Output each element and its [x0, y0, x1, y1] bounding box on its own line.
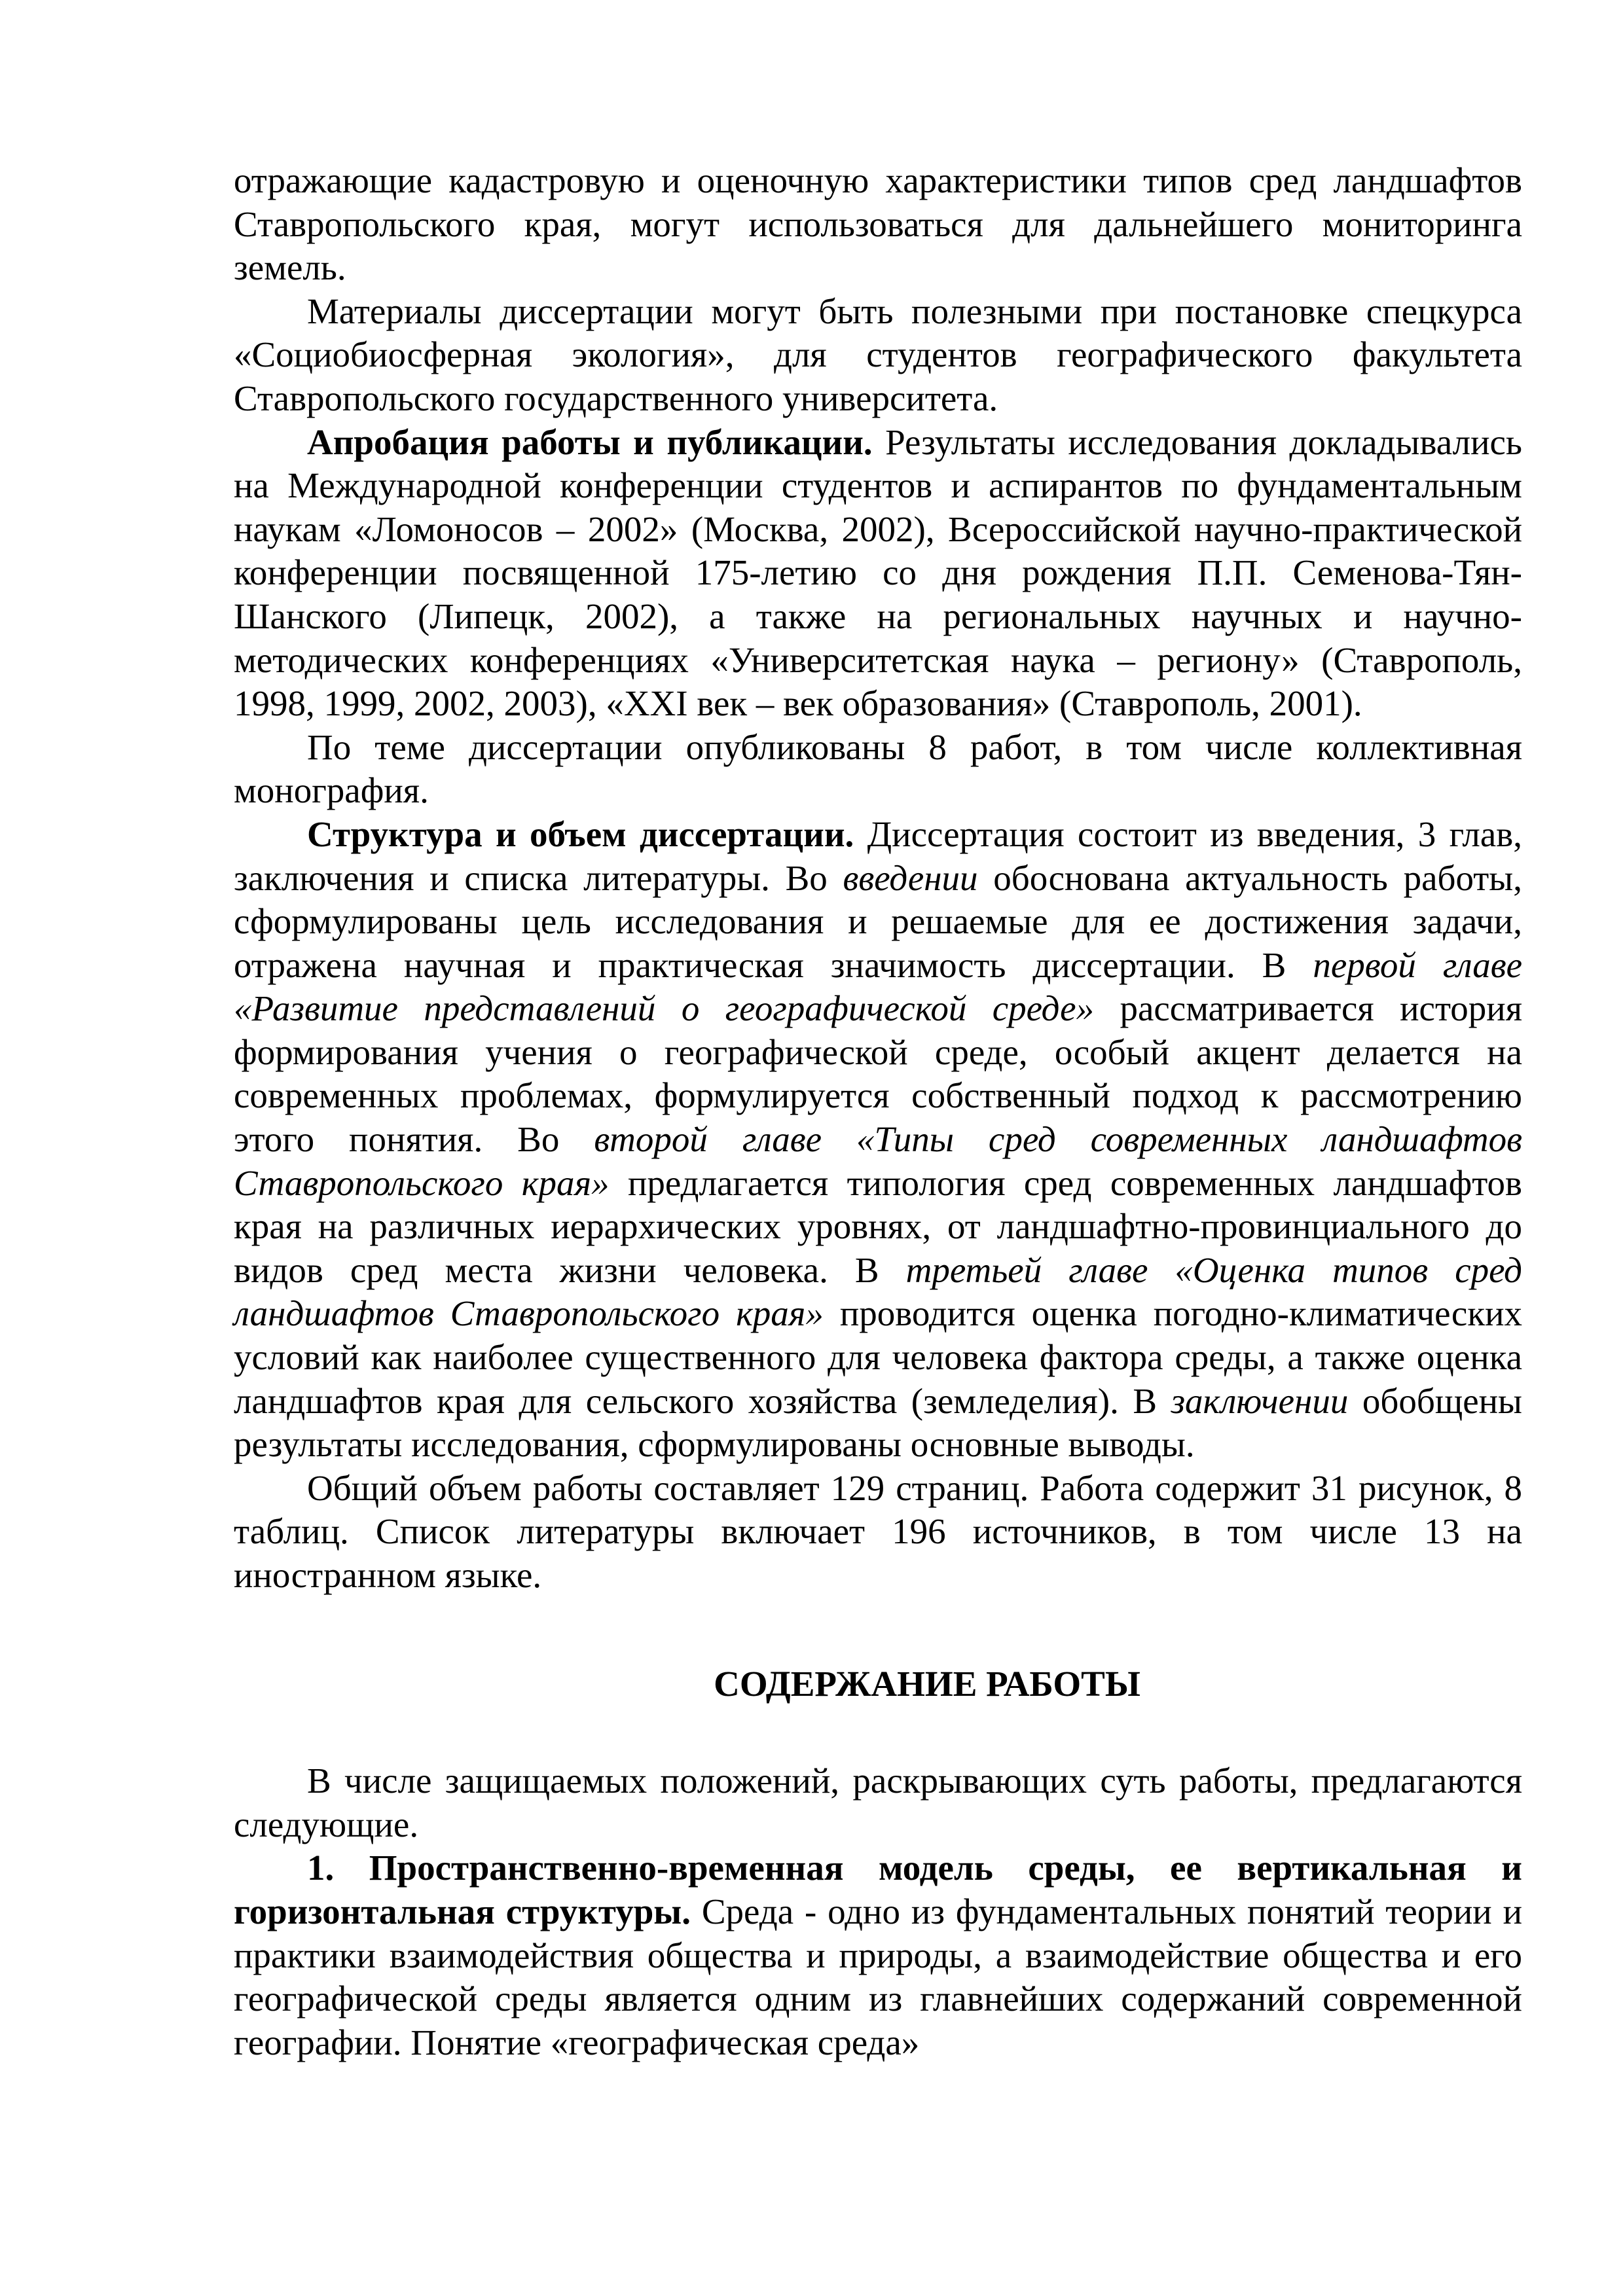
emphasis-conclusion: заключении: [1171, 1380, 1349, 1421]
emphasis-introduction: введении: [843, 857, 978, 898]
approbation-text: Результаты исследования докладывались на Международной конференции студентов и аспирантов по фундаментальным наукам «Ломоносов – 2002» (Москва, 2002), Всероссийской научно-практической конференции посвященной 175-летию со дня рождения П.П. Семенова-Тян-Шанского (Липецк, 2002), а также на региональных научных и научно-методических конференциях «Университетская наука – региону» (Ставрополь, 1998, 1999, 2002, 2003), «XXI век – век образования» (Ставрополь, 2001).: [234, 422, 1523, 724]
paragraph-materials: Материалы диссертации могут быть полезными при постановке спецкурса «Социобиосферная экология», для студентов географического факультета Ставропольского государственного университета.: [234, 291, 1522, 418]
paragraph-approbation: [234, 421, 1522, 726]
position-1-heading: 1. Пространственно-временная модель среды, ее вертикальная и горизонтальная структуры.: [234, 1848, 1522, 1931]
paragraph-volume: Общий объем работы составляет 129 страниц. Работа содержит 31 рисунок, 8 таблиц. Список литературы включает 196 источников, в том числе 13 на иностранном языке.: [234, 1467, 1522, 1595]
paragraph-position-1: [234, 1846, 1522, 2064]
paragraph-publications: По теме диссертации опубликованы 8 работ, в том числе коллективная монография.: [234, 726, 1522, 811]
paragraph-continuation: отражающие кадастровую и оценочную характеристики типов сред ландшафтов Ставропольского края, могут использоваться для дальнейшего мониторинга земель.: [234, 160, 1522, 288]
emphasis-chapter-3: третьей главе «Оценка типов сред ландшафтов Ставропольского края»: [234, 1249, 1522, 1334]
emphasis-chapter-1: первой главе «Развитие представлений о географической среде»: [234, 944, 1523, 1029]
paragraph-positions: В числе защищаемых положений, раскрывающих суть работы, предлагаются следующие.: [234, 1761, 1522, 1844]
emphasis-chapter-2: второй главе «Типы сред современных ландшафтов Ставропольского края»: [234, 1119, 1522, 1203]
structure-heading: Структура и объем диссертации.: [307, 814, 854, 854]
position-1-text: Среда - одно из фундаментальных понятий теории и практики взаимодействия общества и природы, а взаимодействие общества и его географической среды является одним из главнейших содержаний современной географии. Понятие «географическая среда»: [234, 1891, 1523, 2062]
paragraph-structure: Структура и объем диссертации. Диссертация состоит из введения, 3 глав, заключения и списка литературы. Во введении обоснована актуальность работы, сформулированы цель исследования и решаемые для ее достижения задачи, отражена научная и практическая значимость диссертации. В первой главе «Развитие представлений о географической среде» рассматривается история формирования учения о географической среде, особый акцент делается на современных проблемах, формулируется собственный подход к рассмотрению этого понятия. Во второй главе «Типы сред современных ландшафтов Ставропольского края» предлагается типология сред современных ландшафтов края на различных иерархических уровнях, от ландшафтно-провинциального до видов сред места жизни человека. В третьей главе «Оценка типов сред ландшафтов Ставропольского края» проводится оценка погодно-климатических условий как наиболее существенного для человека фактора среды, а также оценка ландшафтов края для сельского хозяйства (земледелия). В заключении обобщены результаты исследования, сформулированы основные выводы.: [234, 814, 1523, 1465]
approbation-heading: Апробация работы и публикации.: [307, 422, 873, 462]
document-page: [234, 159, 1522, 2064]
section-heading: СОДЕРЖАНИЕ РАБОТЫ: [714, 1663, 1140, 1704]
